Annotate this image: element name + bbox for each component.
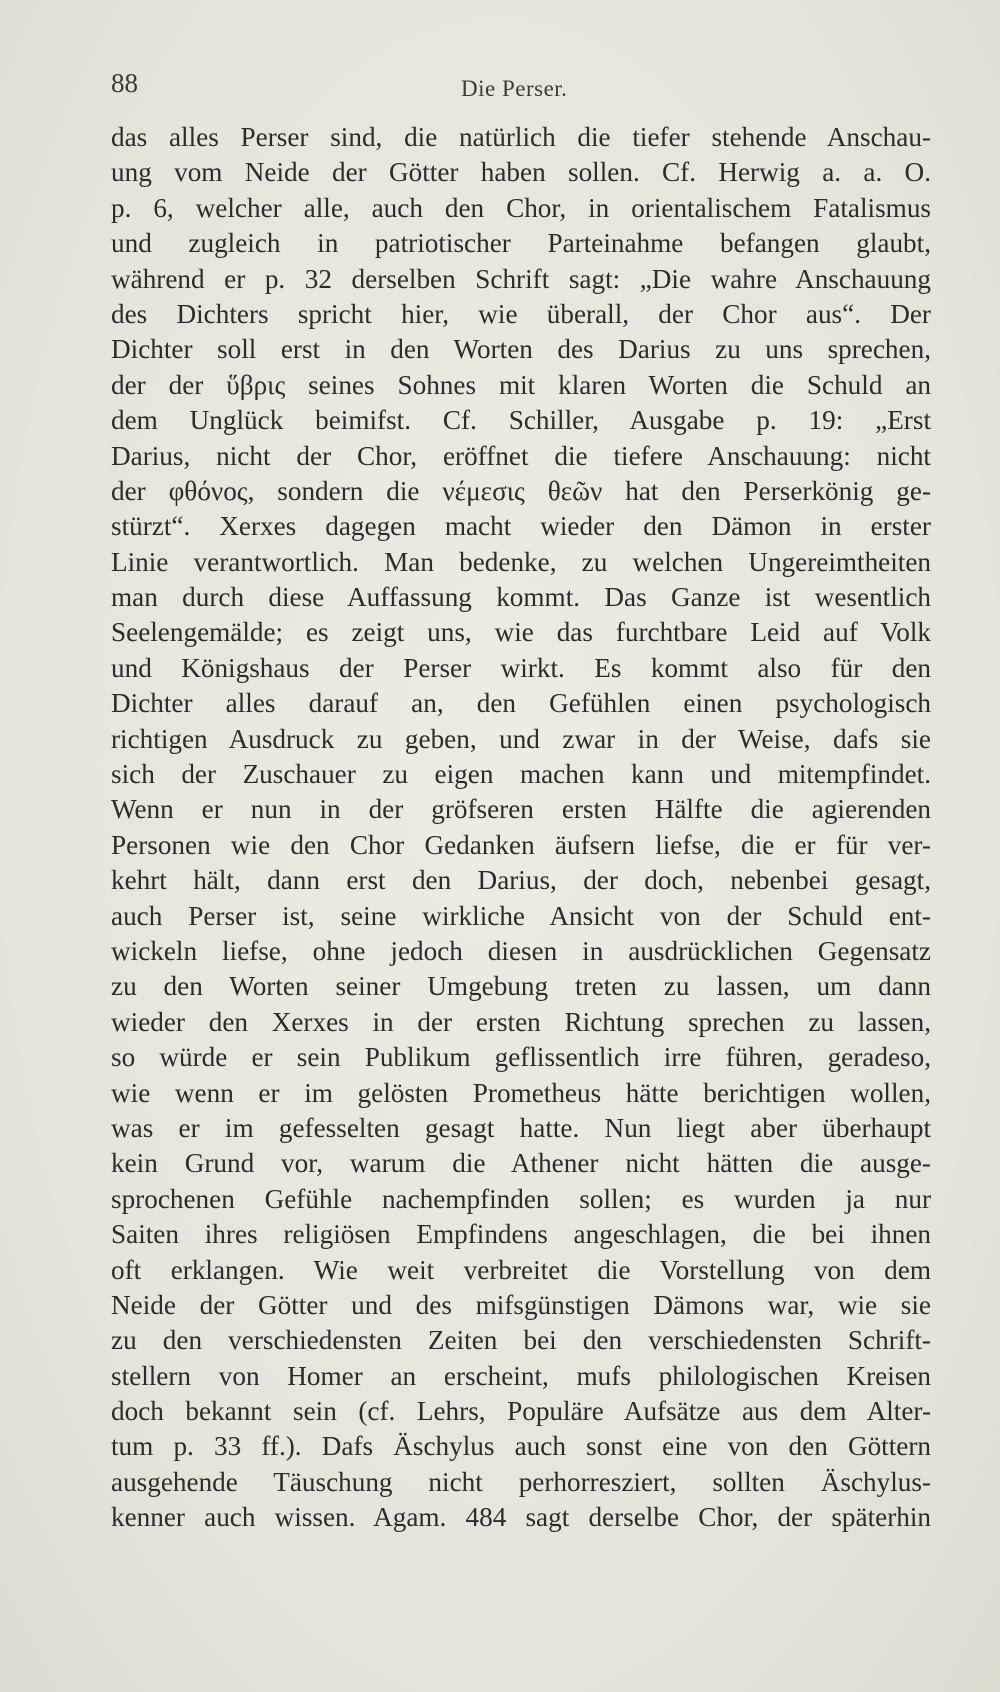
text-line: auch Perser ist, seine wirkliche Ansicht von der Schuld ent- bbox=[111, 900, 931, 931]
text-line: das alles Perser sind, die natürlich die tiefer stehende Anschau- bbox=[111, 122, 931, 152]
text-line: des Dichters spricht hier, wie überall, der Chor aus“. Der bbox=[111, 298, 931, 329]
text-line: ausgehende Täuschung nicht perhorresziert, sollten Äschylus- bbox=[111, 1466, 931, 1497]
text-line: oft erklangen. Wie weit verbreitet die Vorstellung von dem bbox=[111, 1254, 931, 1285]
text-line: während er p. 32 derselben Schrift sagt: „Die wahre Anschauung bbox=[111, 263, 931, 294]
text-line: der φθόνος, sondern die νέμεσις θεῶν hat den Perserkönig ge- bbox=[111, 475, 931, 506]
text-line: und zugleich in patriotischer Parteinahme befangen glaubt, bbox=[111, 228, 931, 259]
text-line: was er im gefesselten gesagt hatte. Nun liegt aber überhaupt bbox=[111, 1112, 931, 1143]
running-title: Die Perser. bbox=[461, 76, 568, 101]
text-line: sprochenen Gefühle nachempfinden sollen; es wurden ja nur bbox=[111, 1183, 931, 1214]
text-line: Dichter alles darauf an, den Gefühlen einen psychologisch bbox=[111, 688, 931, 719]
text-line: Dichter soll erst in den Worten des Darius zu uns sprechen, bbox=[111, 334, 931, 365]
text-line: dem Unglück beimifst. Cf. Schiller, Ausgabe p. 19: „Erst bbox=[111, 405, 931, 436]
text-line: man durch diese Auffassung kommt. Das Ganze ist wesentlich bbox=[111, 582, 931, 613]
page-header bbox=[111, 68, 931, 108]
text-line: kehrt hält, dann erst den Darius, der doch, nebenbei gesagt, bbox=[111, 865, 931, 896]
text-line: ung vom Neide der Götter haben sollen. Cf. Herwig a. a. O. bbox=[111, 157, 931, 188]
text-line: Personen wie den Chor Gedanken äufsern liefse, die er für ver- bbox=[111, 829, 931, 860]
page-number: 88 bbox=[111, 68, 138, 98]
text-line: zu den Worten seiner Umgebung treten zu lassen, um dann bbox=[111, 971, 931, 1002]
text-line: wie wenn er im gelösten Prometheus hätte berichtigen wollen, bbox=[111, 1077, 931, 1108]
text-line: Linie verantwortlich. Man bedenke, zu welchen Ungereimtheiten bbox=[111, 546, 931, 577]
text-line: Saiten ihres religiösen Empfindens angeschlagen, die bei ihnen bbox=[111, 1219, 931, 1250]
text-line: wickeln liefse, ohne jedoch diesen in ausdrücklichen Gegensatz bbox=[111, 935, 931, 966]
text-line: richtigen Ausdruck zu geben, und zwar in der Weise, dafs sie bbox=[111, 723, 931, 754]
text-line: stürzt“. Xerxes dagegen macht wieder den Dämon in erster bbox=[111, 511, 931, 542]
text-line: kein Grund vor, warum die Athener nicht hätten die ausge- bbox=[111, 1148, 931, 1179]
text-line: wieder den Xerxes in der ersten Richtung sprechen zu lassen, bbox=[111, 1006, 931, 1037]
text-line: Wenn er nun in der gröfseren ersten Hälfte die agierenden bbox=[111, 794, 931, 825]
text-line: stellern von Homer an erscheint, mufs philologischen Kreisen bbox=[111, 1360, 931, 1391]
text-line: Darius, nicht der Chor, eröffnet die tiefere Anschauung: nicht bbox=[111, 440, 931, 471]
text-line: und Königshaus der Perser wirkt. Es kommt also für den bbox=[111, 652, 931, 683]
text-line: der der ὕβρις seines Sohnes mit klaren Worten die Schuld an bbox=[111, 369, 931, 400]
body-text bbox=[111, 120, 931, 1536]
text-line: tum p. 33 ff.). Dafs Äschylus auch sonst eine von den Göttern bbox=[111, 1431, 931, 1462]
text-line: p. 6, welcher alle, auch den Chor, in orientalischem Fatalismus bbox=[111, 192, 931, 223]
text-line: Neide der Götter und des mifsgünstigen Dämons war, wie sie bbox=[111, 1289, 931, 1320]
text-line: so würde er sein Publikum geflissentlich irre führen, geradeso, bbox=[111, 1042, 931, 1073]
text-line: Seelengemälde; es zeigt uns, wie das furchtbare Leid auf Volk bbox=[111, 617, 931, 648]
text-line: doch bekannt sein (cf. Lehrs, Populäre Aufsätze aus dem Alter- bbox=[111, 1396, 931, 1427]
text-line: zu den verschiedensten Zeiten bei den verschiedensten Schrift- bbox=[111, 1325, 931, 1356]
text-line: kenner auch wissen. Agam. 484 sagt derselbe Chor, der späterhin bbox=[111, 1502, 931, 1533]
text-line: sich der Zuschauer zu eigen machen kann und mitempfindet. bbox=[111, 759, 931, 790]
